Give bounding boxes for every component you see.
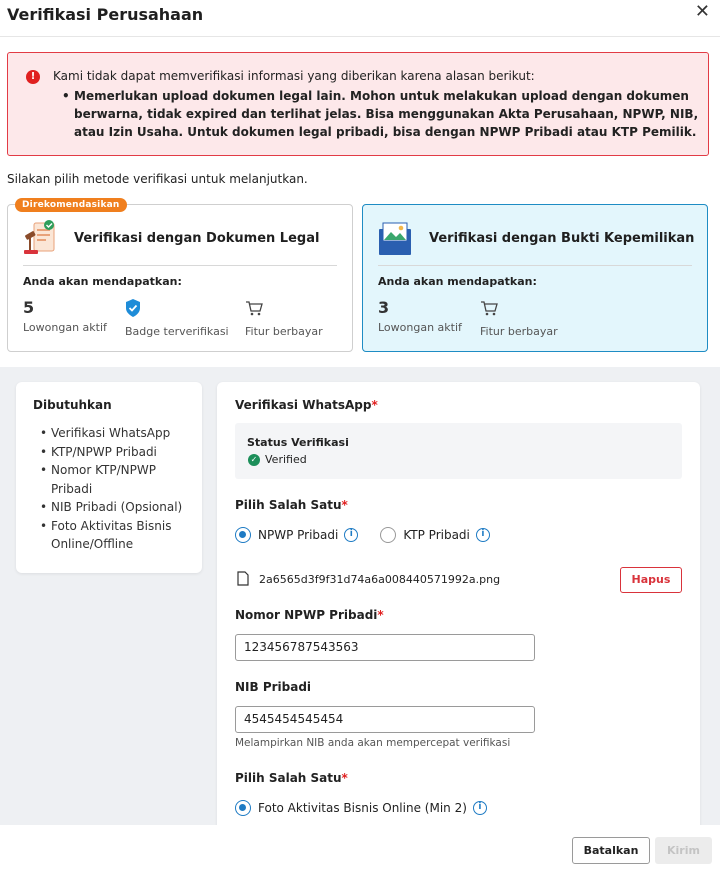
choose-label-2: Pilih Salah Satu* [235,771,348,785]
choose-label: Pilih Salah Satu* [235,498,348,512]
close-icon[interactable]: ✕ [694,1,710,22]
file-name: 2a6565d3f9f31d74a6a008440571992a.png [259,573,501,586]
nib-hint: Melampirkan NIB anda akan mempercepat verifikasi [235,737,511,749]
business-photo-radio-group [235,800,509,816]
radio-npwp[interactable] [235,527,358,543]
requirements-title: Dibutuhkan [33,398,112,412]
benefit-paid [245,298,323,338]
list-item: • NIB Pribadi (Opsional) [40,498,200,517]
legal-document-icon [22,219,58,259]
error-icon: ! [26,70,40,84]
status-value [248,453,307,466]
method-card-ownership[interactable] [362,204,708,352]
list-item: • KTP/NPWP Pribadi [40,443,200,462]
info-icon[interactable]: i [473,801,487,815]
radio-foto-online[interactable] [235,800,487,816]
error-alert [7,52,709,156]
paid-label: Fitur berbayar [480,325,558,338]
benefit-subtitle: Anda akan mendapatkan: [378,275,537,288]
divider [23,265,337,266]
cancel-button[interactable]: Batalkan [572,837,650,864]
delete-file-button[interactable]: Hapus [620,567,682,593]
radio-label-ktp: KTP Pribadi [403,528,470,542]
dialog-footer [0,825,720,877]
benefit-paid [480,298,558,338]
radio-button-selected[interactable] [235,527,251,543]
dialog-header [0,0,720,37]
paid-label: Fitur berbayar [245,325,323,338]
file-icon [237,571,249,586]
radio-label-foto-online: Foto Aktivitas Bisnis Online (Min 2) [258,801,467,815]
method-card-legal[interactable] [7,200,353,352]
info-icon[interactable]: i [344,528,358,542]
verification-status-box [235,423,682,479]
instruction-text: Silakan pilih metode verifikasi untuk melanjutkan. [7,172,308,186]
radio-button[interactable] [380,527,396,543]
requirements-card [16,382,202,573]
cart-icon [245,298,263,318]
nib-input[interactable]: 4545454545454 [235,706,535,733]
jobs-count: 5 [23,298,35,317]
list-item: • Nomor KTP/NPWP Pribadi [40,461,200,498]
list-item: • Foto Aktivitas Bisnis Online/Offline [40,517,200,554]
requirements-list [40,424,200,554]
list-item: • Verifikasi WhatsApp [40,424,200,443]
alert-title: Kami tidak dapat memverifikasi informasi yang diberikan karena alasan berikut: [53,69,535,83]
npwp-number-label: Nomor NPWP Pribadi* [235,608,384,622]
jobs-count: 3 [378,298,390,317]
recommended-badge: Direkomendasikan [15,198,127,212]
document-type-radio-group [235,527,512,543]
benefit-jobs [23,298,107,334]
check-circle-icon: ✓ [248,454,260,466]
cart-icon [480,298,498,318]
verified-shield-icon [125,298,141,318]
info-icon[interactable]: i [476,528,490,542]
status-text: Verified [265,453,307,466]
benefit-badge [125,298,229,338]
npwp-number-input[interactable]: 123456787543563 [235,634,535,661]
nib-label: NIB Pribadi [235,680,312,694]
method-title-ownership: Verifikasi dengan Bukti Kepemilikan [429,231,695,246]
radio-label-npwp: NPWP Pribadi [258,528,339,542]
divider [378,265,692,266]
alert-bullet: • Memerlukan upload dokumen legal lain. Mohon untuk melakukan upload dengan dokumen berwarna, tidak expired dan terlihat jelas. Bisa menggunakan Akta Perusahaan, NPWP, NIB, atau Izin Usaha. Untuk dokumen legal pribadi, bisa dengan NPWP Pribadi atau KTP Pemilik. [62,87,702,141]
alert-bullet-text: Memerlukan upload dokumen legal lain. Mohon untuk melakukan upload dengan dokumen berwarna, tidak expired dan terlihat jelas. Bisa menggunakan Akta Perusahaan, NPWP, NIB, atau Izin Usaha. Untuk dokumen legal pribadi, bisa dengan NPWP Pribadi atau KTP Pemilik. [74,89,699,139]
benefit-subtitle: Anda akan mendapatkan: [23,275,182,288]
jobs-label: Lowongan aktif [23,321,107,334]
dialog-title: Verifikasi Perusahaan [7,5,204,24]
badge-label: Badge terverifikasi [125,325,229,338]
radio-button-selected[interactable] [235,800,251,816]
radio-ktp[interactable] [380,527,490,543]
jobs-label: Lowongan aktif [378,321,462,334]
status-title: Status Verifikasi [247,436,349,449]
verification-form-area [0,367,720,825]
ownership-photo-icon [377,219,413,259]
form-card [217,382,700,825]
submit-button[interactable]: Kirim [655,837,712,864]
whatsapp-label: Verifikasi WhatsApp* [235,398,378,412]
method-title-legal: Verifikasi dengan Dokumen Legal [74,231,320,246]
uploaded-file-row [235,565,682,593]
benefit-jobs [378,298,462,334]
